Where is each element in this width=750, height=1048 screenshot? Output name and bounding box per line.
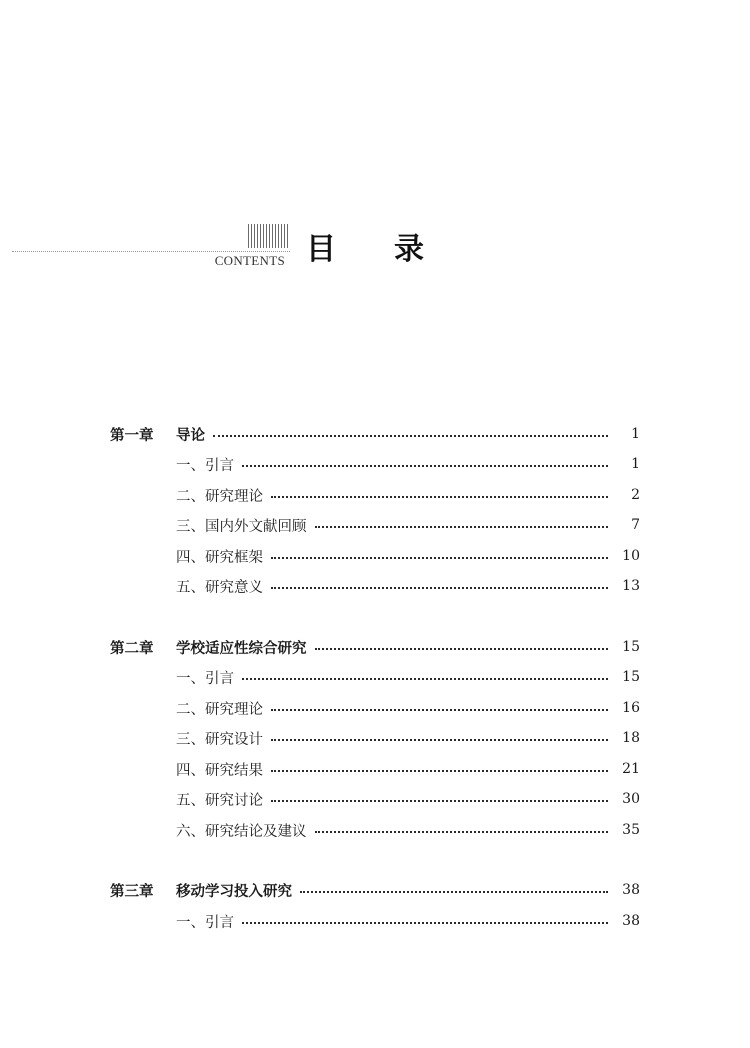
toc-section[interactable] — [110, 786, 640, 812]
dot-leader — [315, 648, 609, 650]
toc-section[interactable] — [110, 695, 640, 721]
toc-chapter-1[interactable] — [110, 421, 640, 447]
chapter-number: 第三章 — [110, 883, 154, 900]
toc-section[interactable] — [110, 543, 640, 569]
dot-leader — [271, 739, 608, 741]
toc-section[interactable] — [110, 664, 640, 690]
page-number: 15 — [622, 639, 640, 655]
toc-section[interactable] — [110, 817, 640, 843]
toc-section[interactable] — [110, 512, 640, 538]
page-number: 7 — [631, 517, 640, 533]
section-title: 一、引言 — [176, 914, 234, 931]
page-number: 30 — [622, 791, 640, 807]
section-title: 四、研究结果 — [176, 762, 263, 779]
section-title: 五、研究意义 — [176, 579, 263, 596]
chapter-title: 移动学习投入研究 — [176, 883, 292, 900]
chapter-title: 导论 — [176, 427, 205, 444]
dot-leader — [315, 526, 609, 528]
toc-section[interactable] — [110, 451, 640, 477]
page-number: 10 — [622, 548, 640, 564]
page-title-char-1: 目 — [306, 232, 336, 267]
page-number: 1 — [631, 456, 640, 472]
section-title: 六、研究结论及建议 — [176, 823, 307, 840]
dot-leader — [213, 435, 608, 437]
section-title: 一、引言 — [176, 670, 234, 687]
dot-leader — [242, 465, 608, 467]
chapter-number: 第二章 — [110, 640, 154, 657]
dot-leader — [300, 891, 608, 893]
contents-header — [0, 0, 750, 300]
page-number: 13 — [622, 578, 640, 594]
dot-leader — [271, 587, 608, 589]
section-title: 五、研究讨论 — [176, 792, 263, 809]
dot-leader — [271, 800, 608, 802]
toc-section[interactable] — [110, 756, 640, 782]
dot-leader — [271, 770, 608, 772]
section-title: 三、国内外文献回顾 — [176, 518, 307, 535]
page-number: 38 — [622, 882, 640, 898]
toc-section[interactable] — [110, 573, 640, 599]
section-title: 一、引言 — [176, 457, 234, 474]
page-number: 16 — [622, 700, 640, 716]
dot-leader — [271, 496, 608, 498]
page-number: 21 — [622, 761, 640, 777]
page-number: 15 — [622, 669, 640, 685]
dot-leader — [242, 678, 608, 680]
toc-section[interactable] — [110, 482, 640, 508]
dot-leader — [271, 709, 608, 711]
page-number: 18 — [622, 730, 640, 746]
page-number: 2 — [631, 487, 640, 503]
section-title: 三、研究设计 — [176, 731, 263, 748]
dot-leader — [271, 557, 608, 559]
section-title: 二、研究理论 — [176, 488, 263, 505]
toc-section[interactable] — [110, 908, 640, 934]
page-number: 1 — [631, 426, 640, 442]
contents-label: CONTENTS — [214, 253, 285, 268]
section-title: 二、研究理论 — [176, 701, 263, 718]
dot-leader — [242, 922, 608, 924]
dot-leader — [315, 831, 609, 833]
toc-section[interactable] — [110, 725, 640, 751]
dotted-rule — [12, 251, 290, 252]
page-number: 38 — [622, 913, 640, 929]
section-title: 四、研究框架 — [176, 549, 263, 566]
toc-chapter-2[interactable] — [110, 634, 640, 660]
page-number: 35 — [622, 822, 640, 838]
chapter-number: 第一章 — [110, 427, 154, 444]
toc-chapter-3[interactable] — [110, 877, 640, 903]
page-title-char-2: 录 — [394, 232, 424, 267]
chapter-title: 学校适应性综合研究 — [176, 640, 307, 657]
stripe-ornament — [248, 224, 288, 248]
